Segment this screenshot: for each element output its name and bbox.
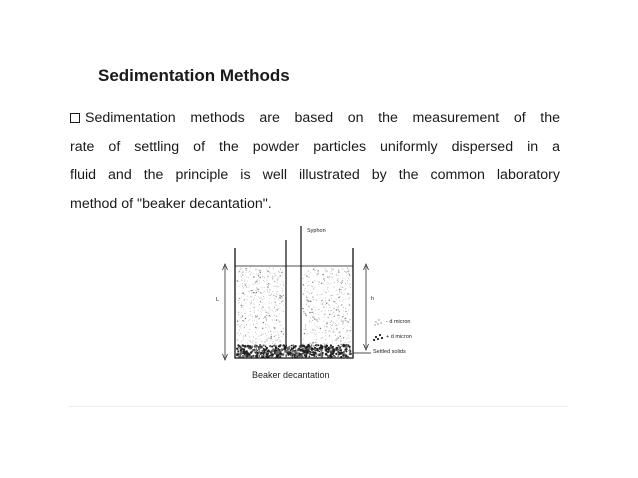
figure-caption: Beaker decantation: [252, 370, 330, 380]
legend-large-particles-icon: [373, 334, 383, 341]
checkbox-bullet-icon: [70, 113, 80, 123]
paragraph-line-3: fluid and the principle is well illustrated by the common laboratory: [70, 167, 560, 183]
beaker-outline: [235, 248, 353, 358]
syphon-label: Syphon: [307, 228, 326, 234]
slide-title: Sedimentation Methods: [98, 66, 290, 85]
beaker-diagram-svg: [195, 218, 445, 393]
legend-large-label: + d micron: [386, 334, 412, 340]
paragraph-line-1: Sedimentation methods are based on the measurement of the: [70, 104, 560, 133]
body-paragraph: [70, 104, 560, 218]
paragraph-line-2: rate of settling of the powder particles uniformly dispersed in a: [70, 138, 560, 155]
settled-solids-layer: [236, 344, 352, 359]
L-label: L: [216, 297, 220, 303]
beaker-decantation-diagram: [195, 218, 445, 393]
suspended-particles: [237, 268, 352, 346]
settled-solids-label: Settled solids: [373, 349, 406, 355]
bottom-divider: [68, 406, 568, 407]
h-label: h: [371, 296, 375, 302]
paragraph-line-4: method of "beaker decantation".: [70, 195, 272, 212]
legend-small-particles-icon: [374, 319, 381, 325]
legend-small-label: - d micron: [386, 319, 411, 325]
